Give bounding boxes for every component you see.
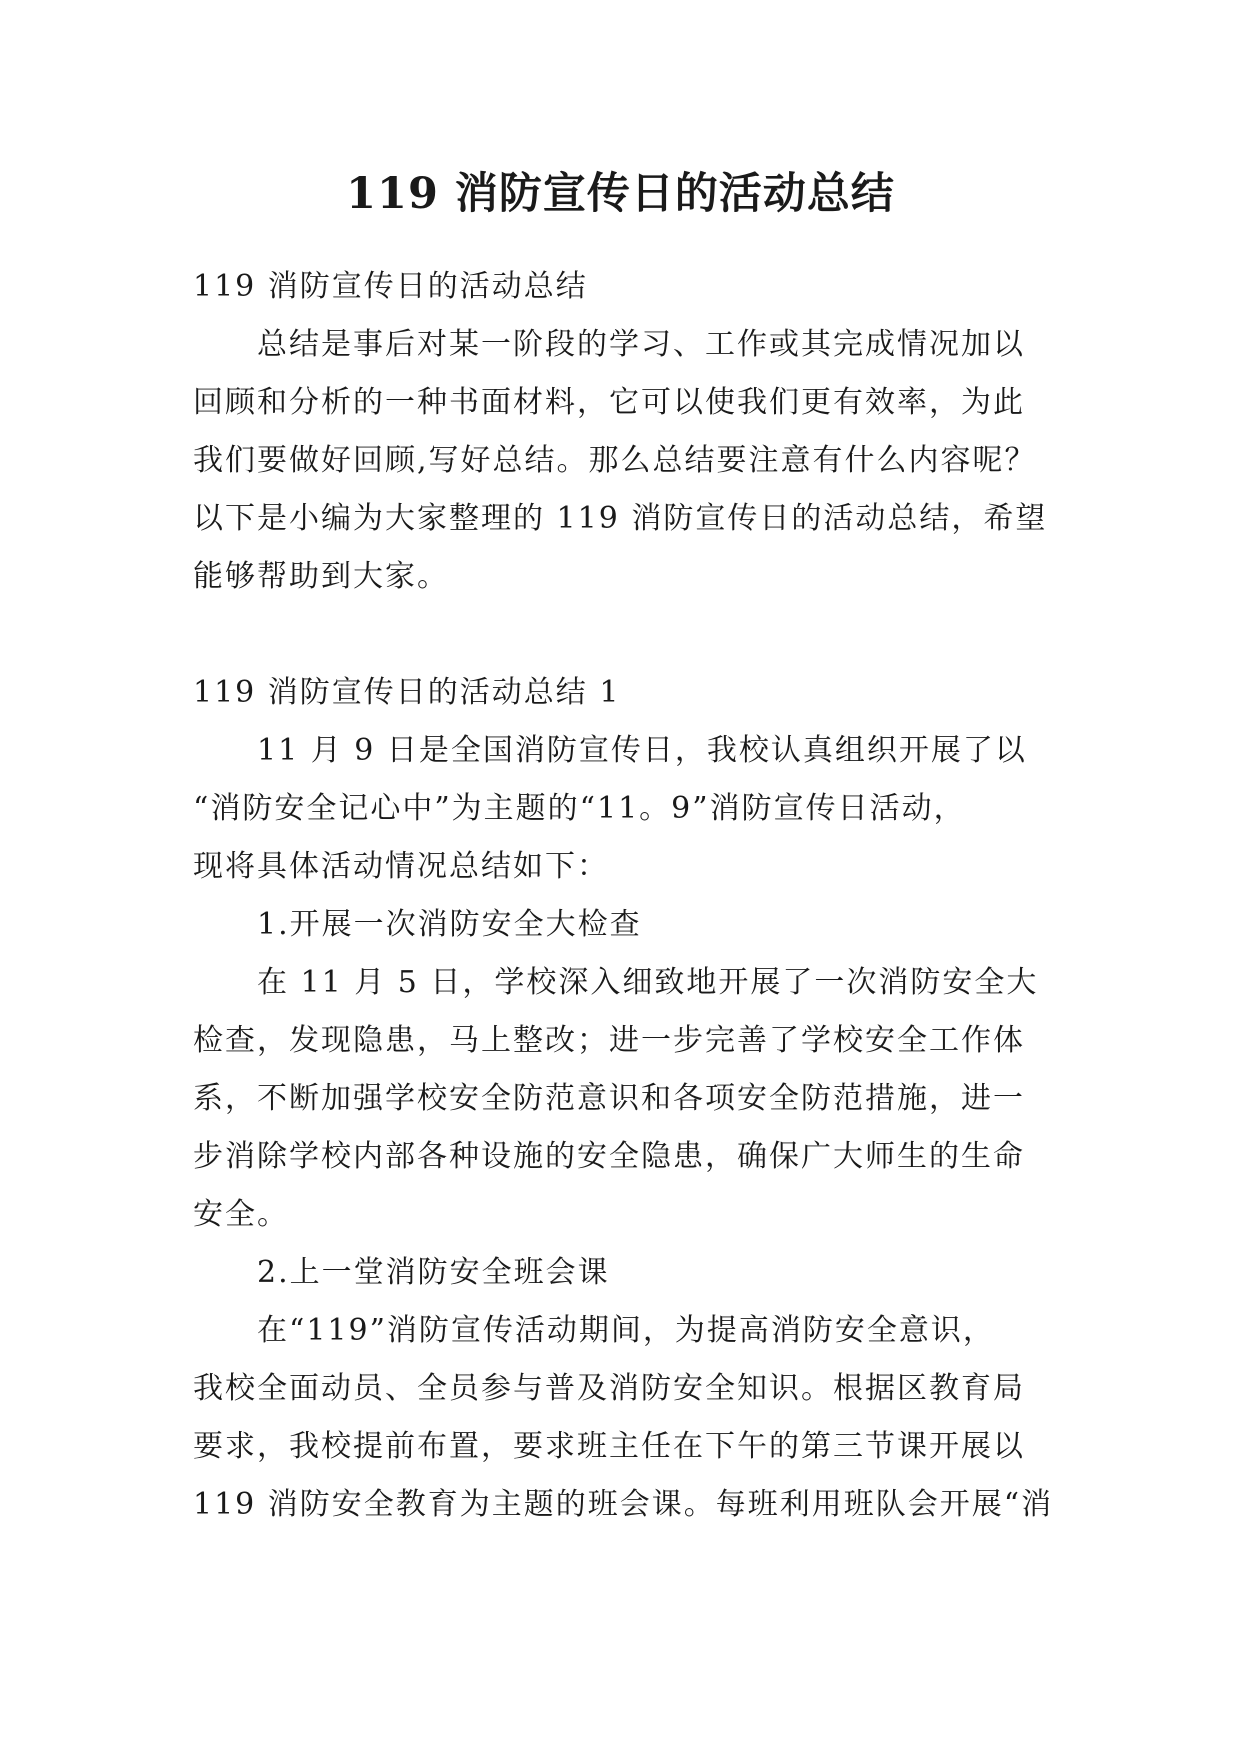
text-line: 119 消防宣传日的活动总结 <box>193 269 588 304</box>
text-line: 能够帮助到大家。 <box>193 559 449 594</box>
text-line: 11 月 9 日是全国消防宣传日，我校认真组织开展了以 <box>257 733 1027 768</box>
paragraph-spacer <box>193 606 1053 664</box>
text-line: 系，不断加强学校安全防范意识和各项安全防范措施，进一 <box>193 1081 1025 1116</box>
text-line: 回顾和分析的一种书面材料，它可以使我们更有效率，为此 <box>193 385 1025 420</box>
text-line: 检查，发现隐患，马上整改；进一步完善了学校安全工作体 <box>193 1023 1025 1058</box>
text-line: 现将具体活动情况总结如下： <box>193 849 609 884</box>
text-line: 在“119”消防宣传活动期间，为提高消防安全意识， <box>257 1313 995 1348</box>
text-line: 我校全面动员、全员参与普及消防安全知识。根据区教育局 <box>193 1371 1025 1406</box>
text-line: 以下是小编为大家整理的 119 消防宣传日的活动总结，希望 <box>193 501 1048 536</box>
document-body <box>193 258 1053 1534</box>
text-line: 总结是事后对某一阶段的学习、工作或其完成情况加以 <box>257 327 1025 362</box>
text-line: 步消除学校内部各种设施的安全隐患，确保广大师生的生命 <box>193 1139 1025 1174</box>
text-line: 在 11 月 5 日，学校深入细致地开展了一次消防安全大 <box>257 965 1039 1000</box>
text-line: 1.开展一次消防安全大检查 <box>257 907 642 942</box>
text-line: 安全。 <box>193 1197 289 1232</box>
text-line: “消防安全记心中”为主题的“11。9”消防宣传日活动， <box>193 791 966 826</box>
text-line: 2.上一堂消防安全班会课 <box>257 1255 610 1290</box>
text-line: 119 消防安全教育为主题的班会课。每班利用班队会开展“消 <box>193 1487 1054 1522</box>
text-line: 要求，我校提前布置，要求班主任在下午的第三节课开展以 <box>193 1429 1025 1464</box>
text-line: 119 消防宣传日的活动总结 1 <box>193 675 621 710</box>
document-title: 119 消防宣传日的活动总结 <box>346 169 895 219</box>
text-line: 我们要做好回顾,写好总结。那么总结要注意有什么内容呢？ <box>193 443 1037 478</box>
